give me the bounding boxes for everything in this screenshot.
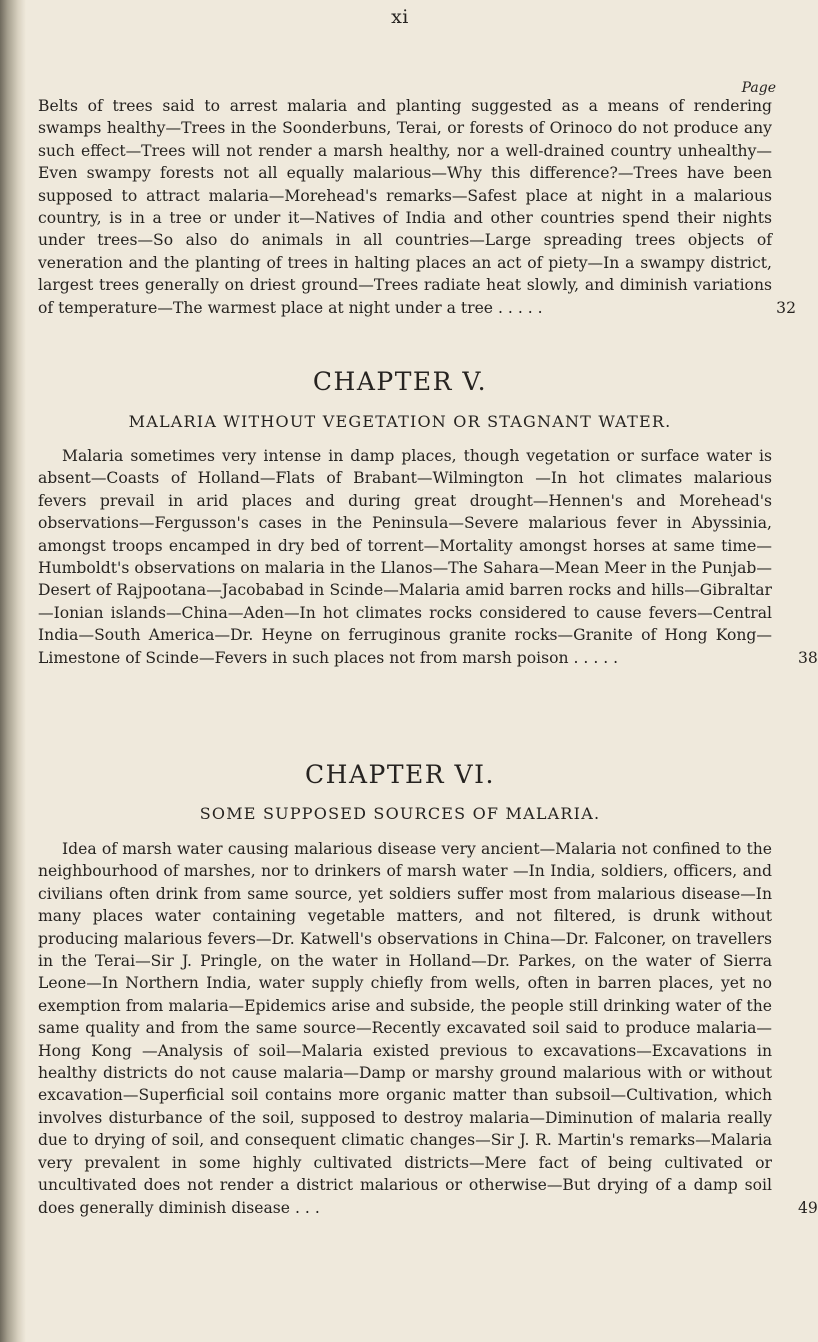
entry-text: Idea of marsh water causing malarious disease very ancient—Malaria not confined to the neighbourhood of marshes, nor to drinkers of marsh water —In India, soldiers, officers, and civilians often drink from same source, yet soldiers suffer most from malarious disease—In many places water containing vegetable matters, and not filtered, is drunk without producing malarious fevers—Dr. Katwell's observations in China—Dr. Falconer, on travellers in the Terai—Sir J. Pringle, on the water in Holland—Dr. Parkes, on the water of Sierra Leone—In Northern India, water supply chiefly from wells, often in barren places, yet no exemption from malaria—Epidemics arise and subside, the people still drinking water of the same quality and from the same source—Recently excavated soil said to produce malaria—Hong Kong —Analysis of soil—Malaria existed previous to excavations—Excavations in healthy districts do not cause malaria—Damp or marshy ground malarious with or without excavation—Superficial soil contains more organic matter than subsoil—Cultivation, which involves disturbance of the soil, supposed to destroy malaria—Diminution of malaria really due to drying of soil, and consequent climatic changes—Sir J. R. Martin's remarks—Malaria very prevalent in some highly cultivated districts—Mere fact of being cultivated or uncultivated does not render a district malarious or otherwise—But drying of a damp soil does generally diminish disease . . . <box>38 840 772 1217</box>
entry-page-number: 38 <box>798 648 818 667</box>
entry-page-number: 32 <box>776 298 796 317</box>
entry-text: Belts of trees said to arrest malaria and planting suggested as a means of rendering swamps healthy—Trees in the Soonderbuns, Terai, or forests of Orinoco do not produce any such effect—Trees will not render a marsh healthy, nor a well-drained country unhealthy—Even swampy forests not all equally malarious—Why this difference?—Trees have been supposed to attract malaria—Morehead's remarks—Safest place at night in a malarious country, is in a tree or under it—Natives of India and other countries spend their nights under trees—So also do animals in all countries—Large spreading trees objects of veneration and the planting of trees in halting places an act of piety—In a swampy district, largest trees generally on driest ground—Trees radiate heat slowly, and diminish variations of temperature—The warmest place at night under a tree . . . . . <box>38 97 772 317</box>
chapter-vi-title: SOME SUPPOSED SOURCES OF MALARIA. <box>199 804 601 823</box>
entry-text: Malaria sometimes very intense in damp places, though vegetation or surface water is absent—Coasts of Holland—Flats of Brabant—Wilmington —In hot climates malarious fevers prevail in arid places and during great drought—Hennen's and Morehead's observations—Fergusson's cases in the Peninsula—Severe malarious fever in Abyssinia, amongst troops encamped in dry bed of torrent—Mortality amongst horses at same time—Humboldt's observations on malaria in the Llanos—The Sahara—Mean Meer in the Punjab—Desert of Rajpootana—Jacobabad in Scinde—Malaria amid barren rocks and hills—Gibraltar—Ionian islands—China—Aden—In hot climates rocks considered to cause fevers—Central India—South America—Dr. Heyne on ferruginous granite rocks—Granite of Hong Kong—Limestone of Scinde—Fevers in such places not from marsh poison . . . . . <box>38 447 772 667</box>
chapter-vi-heading: CHAPTER VI. <box>305 760 495 789</box>
chapter-v-title: MALARIA WITHOUT VEGETATION OR STAGNANT WATER. <box>128 412 672 431</box>
page-column-label: Page <box>741 80 776 96</box>
chapter-v-heading: CHAPTER V. <box>312 367 488 396</box>
contents-entry-chapter-vi <box>38 838 818 1219</box>
entry-page-number: 49 <box>798 1198 818 1217</box>
contents-entry-trees <box>38 95 796 319</box>
binding-shadow <box>0 0 26 1342</box>
roman-page-number: xi <box>391 6 409 28</box>
contents-entry-chapter-v <box>38 445 818 669</box>
